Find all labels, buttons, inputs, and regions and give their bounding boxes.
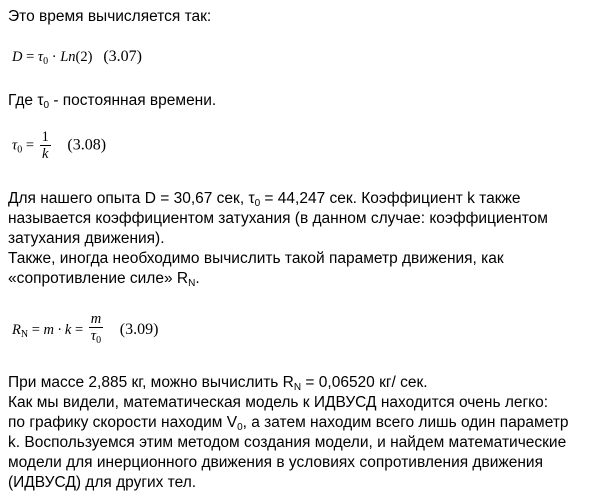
equation-number: (3.07) [103,48,142,65]
text-line: (ИДВУСД) для других тел. [8,474,197,491]
text-line: Для нашего опыта D = 30,67 сек, $\tau_0 = 44,247$ сек. Коэффициент k также [8,190,521,209]
text-line: k. Воспользуемся этим методом создания модели, и найдем математические [8,434,567,451]
text-line: Как мы видели, математическая модель к ИДВУСД находится очень легко: [8,394,549,411]
formula-3-07: $D = \tau_0 \cdot Ln(2)$ (3.07) [12,48,142,67]
equation-number: (3.08) [67,136,107,154]
equation-number: (3.09) [119,320,159,338]
text-line: При массе 2,885 кг, можно вычислить $R_N = 0,06520$ кг/ сек. [8,374,428,393]
text-line: Где $\tau_0$ - постоянная времени. [8,92,217,111]
fraction: $\frac{m}{\tau_0}$ [90,311,102,346]
text-line: Это время вычисляется так: [8,8,212,25]
formula-3-09: $R_N = m \cdot k$ = $\frac{m}{\tau_0}$ (3.09) [12,312,158,349]
text-line: «сопротивление силе» $R_N$. [8,270,200,289]
text-line: затухания движения). [8,230,165,247]
formula-3-08: $\tau_0$ = $\frac{1}{k}$ (3.08) [12,129,107,162]
text-line: модели для инерционного движения в условиях сопротивления движения [8,454,543,471]
text-line: называется коэффициентом затухания (в данном случае: коэффициентом [8,210,548,227]
fraction: $\frac{1}{k}$ [41,129,49,162]
text-line: Также, иногда необходимо вычислить такой параметр движения, как [8,250,504,267]
text-line: по графику скорости находим $V_0$, а затем находим всего лишь один параметр [8,414,569,433]
